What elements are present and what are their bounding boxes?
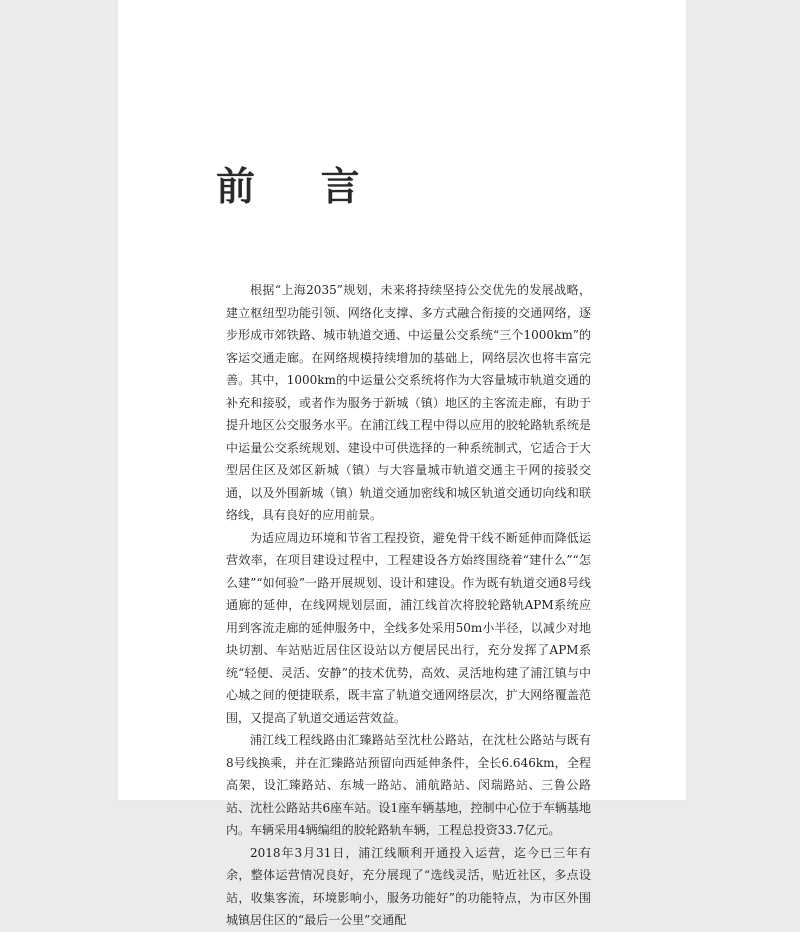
document-page [118, 0, 686, 927]
paragraph-4: 2018年3月31日，浦江线顺利开通投入运营，迄今已三年有余，整体运营情况良好，充分展现了“选线灵活，贴近社区，多点设站，收集客流，环境影响小，服务功能好”的功能特点，为市区外围城镇居住区的“最后一公里”交通配 [226, 845, 591, 927]
paragraph-2: 为适应周边环境和节省工程投资，避免骨干线不断延伸而降低运营效率，在项目建设过程中，工程建设各方始终围绕着“建什么”“怎么建”“如何验”一路开展规划、设计和建设。作为既有轨道交通8号线通廊的延伸，在线网规划层面，浦江线首次将胶轮路轨APM系统应用到客流走廊的延伸服务中，全线多处采用50m小半径，以减少对地块切割、车站贴近居住区设站以方便居民出行，充分发挥了APM系统“轻便、灵活、安静”的技术优势，高效、灵活地构建了浦江镇与中心城之间的便捷联系，既丰富了轨道交通网络层次，扩大网络覆盖范围，又提高了轨道交通运营效益。 [226, 530, 591, 725]
body-text [226, 279, 591, 932]
paragraph-1: 根据“上海2035”规划，未来将持续坚持公交优先的发展战略，建立枢纽型功能引领、网络化支撑、多方式融合衔接的交通网络，逐步形成市郊铁路、城市轨道交通、中运量公交系统“三个1000km”的客运交通走廊。在网络规模持续增加的基础上，网络层次也将丰富完善。其中，1000km的中运量公交系统将作为大容量城市轨道交通的补充和接驳，或者作为服务于新城（镇）地区的主客流走廊，有助于提升地区公交服务水平。在浦江线工程中得以应用的胶轮路轨系统是中运量公交系统规划、建设中可供选择的一种系统制式，它适合于大型居住区及郊区新城（镇）与大容量城市轨道交通主干网的接驳交通，以及外围新城（镇）轨道交通加密线和城区轨道交通切向线和联络线，具有良好的应用前景。 [226, 283, 591, 522]
page-title: 前 言 [216, 165, 386, 210]
paragraph-3: 浦江线工程线路由汇臻路站至沈杜公路站，在沈杜公路站与既有8号线换乘，并在汇臻路站预留向西延伸条件，全长6.646km，全程高架，设汇臻路站、东城一路站、浦航路站、闵瑞路站、三鲁公路站、沈杜公路站共6座车站。设1座车辆基地，控制中心位于车辆基地内。车辆采用4辆编组的胶轮路轨车辆，工程总投资33.7亿元。 [226, 733, 591, 837]
